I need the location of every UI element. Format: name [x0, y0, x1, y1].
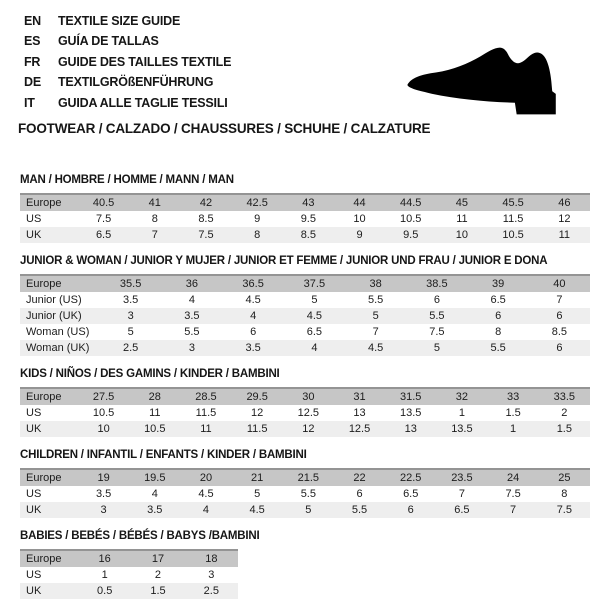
size-cell: 1.5 [505, 407, 521, 420]
size-table-kids [20, 387, 590, 437]
size-cell: 33.5 [553, 391, 576, 404]
size-guide-page [0, 11, 600, 600]
size-cell: 8 [254, 229, 261, 242]
language-code: FR [24, 54, 41, 69]
size-cell: 10.5 [502, 229, 524, 242]
size-table-junior-woman [20, 274, 590, 356]
table-row [20, 567, 238, 583]
size-cell: 46 [558, 197, 571, 210]
row-label: Europe [26, 197, 62, 210]
size-cell: 28 [148, 391, 161, 404]
size-cell: 5.5 [429, 310, 445, 323]
size-cell: 12.5 [297, 407, 320, 420]
size-cell: 29.5 [246, 391, 268, 404]
size-table-children [20, 468, 590, 518]
row-label: UK [26, 504, 42, 517]
size-cell: 12 [558, 213, 571, 226]
size-cell: 6.5 [306, 326, 323, 339]
row-label: Europe [26, 391, 62, 404]
table-row [20, 324, 590, 340]
size-cell: 21 [251, 472, 264, 485]
size-cell: 9.5 [300, 213, 316, 226]
size-cell: 13.5 [451, 423, 473, 436]
size-cell: 43 [302, 197, 315, 210]
size-cell: 5.5 [490, 342, 506, 355]
table-header-row [20, 275, 590, 292]
size-cell: 40.5 [92, 197, 115, 210]
size-cell: 4 [188, 294, 195, 307]
size-cell: 12.5 [348, 423, 371, 436]
size-cell: 10.5 [400, 213, 422, 226]
size-cell: 17 [151, 553, 165, 566]
size-cell: 10 [455, 229, 469, 242]
size-cell: 4.5 [249, 504, 265, 517]
size-cell: 4.5 [198, 488, 214, 501]
footwear-heading: FOOTWEAR / CALZADO / CHAUSSURES / SCHUHE / CALZATURE [18, 121, 431, 137]
size-cell: 2.5 [122, 342, 139, 355]
table-header-row [20, 469, 590, 486]
size-cell: 7.5 [198, 229, 214, 242]
size-cell: 11 [558, 229, 571, 242]
size-cell: 35.5 [119, 278, 142, 291]
size-cell: 38.5 [426, 278, 448, 291]
size-cell: 3 [208, 569, 215, 582]
table-title: BABIES / BEBÉS / BÉBÉS / BABYS /BAMBINI [20, 530, 260, 543]
size-cell: 4 [202, 504, 210, 517]
size-cell: 3.5 [95, 488, 112, 501]
size-cell: 2 [154, 569, 162, 582]
size-cell: 9 [254, 213, 261, 226]
row-label: Junior (UK) [26, 310, 82, 323]
size-cell: 37.5 [303, 278, 326, 291]
size-cell: 13 [353, 407, 366, 420]
size-cell: 45 [455, 197, 469, 210]
size-cell: 0.5 [97, 585, 113, 598]
size-cell: 11.5 [502, 213, 524, 226]
size-cell: 21.5 [297, 472, 320, 485]
table-title: JUNIOR & WOMAN / JUNIOR Y MUJER / JUNIOR ET FEMME / JUNIOR UND FRAU / JUNIOR E DONA [20, 255, 548, 268]
size-cell: 5 [311, 294, 318, 307]
size-cell: 4.5 [245, 294, 261, 307]
language-label: TEXTILE SIZE GUIDE [58, 14, 181, 28]
size-table-section-man [20, 174, 600, 243]
size-cell: 5 [433, 342, 440, 355]
size-table-section-kids [20, 368, 600, 437]
size-cell: 1.5 [556, 423, 572, 436]
size-cell: 31.5 [400, 391, 422, 404]
size-cell: 25 [558, 472, 571, 485]
size-cell: 41 [148, 197, 161, 210]
size-table-babies [20, 549, 238, 599]
table-row [20, 340, 590, 356]
size-table-man [20, 193, 590, 243]
size-cell: 19 [97, 472, 110, 485]
size-cell: 8.5 [198, 213, 214, 226]
table-row [20, 421, 590, 437]
row-label: Europe [26, 278, 62, 291]
size-cell: 19.5 [144, 472, 166, 485]
row-label: Europe [26, 472, 62, 485]
size-cell: 10.5 [144, 423, 166, 436]
table-row [20, 583, 238, 599]
size-cell: 45.5 [502, 197, 524, 210]
size-cell: 27.5 [92, 391, 115, 404]
size-cell: 8.5 [551, 326, 568, 339]
size-cell: 5 [372, 310, 379, 323]
size-cell: 18 [205, 553, 218, 566]
size-cell: 5.5 [367, 294, 384, 307]
table-row [20, 405, 590, 421]
size-cell: 4 [151, 488, 158, 501]
language-label: GUIDE DES TAILLES TEXTILE [58, 54, 232, 69]
size-cell: 7.5 [429, 326, 445, 339]
row-label: US [26, 407, 42, 420]
size-cell: 13.5 [400, 407, 422, 420]
size-cell: 8.5 [300, 229, 316, 242]
size-cell: 36.5 [242, 278, 264, 291]
size-cell: 22 [353, 472, 366, 485]
size-cell: 3 [188, 342, 195, 355]
language-label: TEXTILGRÖßENFÜHRUNG [58, 75, 214, 90]
language-code: ES [24, 34, 41, 49]
size-cell: 4.5 [367, 342, 384, 355]
table-header-row [20, 194, 590, 211]
size-cell: 7 [372, 326, 379, 339]
size-cell: 6 [407, 504, 414, 517]
size-cell: 12 [251, 407, 264, 420]
size-cell: 6.5 [454, 504, 470, 517]
size-cell: 11 [456, 213, 468, 226]
size-table-section-children [20, 449, 600, 518]
size-cell: 11.5 [246, 423, 268, 436]
language-code: IT [24, 95, 35, 110]
size-cell: 40 [553, 278, 566, 291]
size-cell: 4 [250, 310, 257, 323]
size-cell: 13 [404, 423, 417, 436]
size-cell: 42 [199, 197, 213, 210]
size-cell: 5.5 [184, 326, 200, 339]
size-table-section-babies [20, 530, 600, 599]
size-cell: 3 [127, 310, 134, 323]
size-cell: 7 [510, 504, 517, 517]
size-cell: 6 [356, 488, 363, 501]
row-label: US [26, 488, 42, 501]
size-cell: 12 [302, 423, 315, 436]
row-label: Woman (US) [26, 326, 90, 339]
size-cell: 28.5 [195, 391, 217, 404]
row-label: UK [26, 229, 42, 242]
table-title: CHILDREN / INFANTIL / ENFANTS / KINDER / BAMBINI [20, 449, 307, 462]
size-cell: 6 [433, 294, 440, 307]
size-cell: 7.5 [95, 213, 112, 226]
size-cell: 1 [101, 569, 108, 582]
size-cell: 1 [458, 407, 465, 420]
size-cell: 39 [492, 278, 505, 291]
size-cell: 38 [369, 278, 382, 291]
table-title: MAN / HOMBRE / HOMME / MANN / MAN [20, 174, 234, 187]
size-cell: 5 [305, 504, 312, 517]
size-cell: 36 [185, 278, 198, 291]
row-label: US [26, 569, 42, 582]
table-row [20, 211, 590, 227]
row-label: US [26, 213, 42, 226]
size-cell: 11 [200, 423, 212, 436]
size-cell: 7.5 [505, 488, 521, 501]
size-cell: 2.5 [203, 585, 219, 598]
size-cell: 31 [353, 391, 366, 404]
size-cell: 10 [353, 213, 366, 226]
table-row [20, 502, 590, 518]
size-cell: 4 [311, 342, 318, 355]
size-cell: 44.5 [400, 197, 422, 210]
size-cell: 5 [254, 488, 261, 501]
size-cell: 9.5 [403, 229, 419, 242]
size-cell: 11 [149, 407, 161, 420]
size-cell: 10 [97, 423, 110, 436]
table-row [20, 292, 590, 308]
size-cell: 7 [556, 294, 563, 307]
size-cell: 6.5 [490, 294, 506, 307]
size-cell: 1.5 [150, 585, 166, 598]
size-cell: 7.5 [556, 504, 572, 517]
dress-shoe-icon [393, 37, 571, 117]
size-cell: 32 [455, 391, 469, 404]
size-cell: 30 [302, 391, 315, 404]
row-label: UK [26, 585, 42, 598]
size-cell: 8 [151, 213, 158, 226]
table-title: KIDS / NIÑOS / DES GAMINS / KINDER / BAMBINI [20, 368, 280, 381]
table-row [20, 308, 590, 324]
size-cell: 6 [556, 342, 563, 355]
language-label: GUIDA ALLE TAGLIE TESSILI [58, 95, 228, 110]
language-code: EN [24, 14, 41, 28]
size-cell: 11.5 [195, 407, 217, 420]
size-cell: 22.5 [400, 472, 422, 485]
size-cell: 6 [556, 310, 563, 323]
size-cell: 24 [506, 472, 520, 485]
size-cell: 16 [98, 553, 111, 566]
size-cell: 5.5 [351, 504, 368, 517]
row-label: UK [26, 423, 42, 436]
table-header-row [20, 388, 590, 405]
table-header-row [20, 550, 238, 567]
size-cell: 3.5 [122, 294, 139, 307]
language-row [24, 11, 600, 31]
row-label: Woman (UK) [26, 342, 90, 355]
size-cell: 33 [506, 391, 520, 404]
size-cell: 6 [495, 310, 502, 323]
size-cell: 7 [151, 229, 158, 242]
table-row [20, 486, 590, 502]
size-cell: 3.5 [184, 310, 200, 323]
size-cell: 2 [561, 407, 568, 420]
size-cell: 1 [510, 423, 517, 436]
table-row [20, 227, 590, 243]
size-cell: 8 [495, 326, 502, 339]
size-cell: 5 [127, 326, 134, 339]
size-table-section-junior-woman [20, 255, 600, 356]
size-cell: 44 [353, 197, 366, 210]
row-label: Europe [26, 553, 62, 566]
size-cell: 42.5 [246, 197, 268, 210]
size-cell: 10.5 [92, 407, 115, 420]
size-cell: 6.5 [95, 229, 112, 242]
size-cell: 5.5 [300, 488, 316, 501]
size-cell: 7 [458, 488, 465, 501]
size-cell: 8 [561, 488, 568, 501]
language-code: DE [24, 75, 41, 90]
language-label: GUÍA DE TALLAS [58, 34, 159, 49]
size-cell: 3.5 [147, 504, 163, 517]
size-cell: 23.5 [451, 472, 473, 485]
size-cell: 6.5 [403, 488, 419, 501]
size-cell: 9 [356, 229, 363, 242]
size-cell: 3.5 [245, 342, 261, 355]
size-cell: 4.5 [306, 310, 323, 323]
size-tables [20, 174, 600, 599]
size-cell: 6 [250, 326, 257, 339]
size-cell: 3 [100, 504, 107, 517]
row-label: Junior (US) [26, 294, 82, 307]
size-cell: 20 [199, 472, 213, 485]
